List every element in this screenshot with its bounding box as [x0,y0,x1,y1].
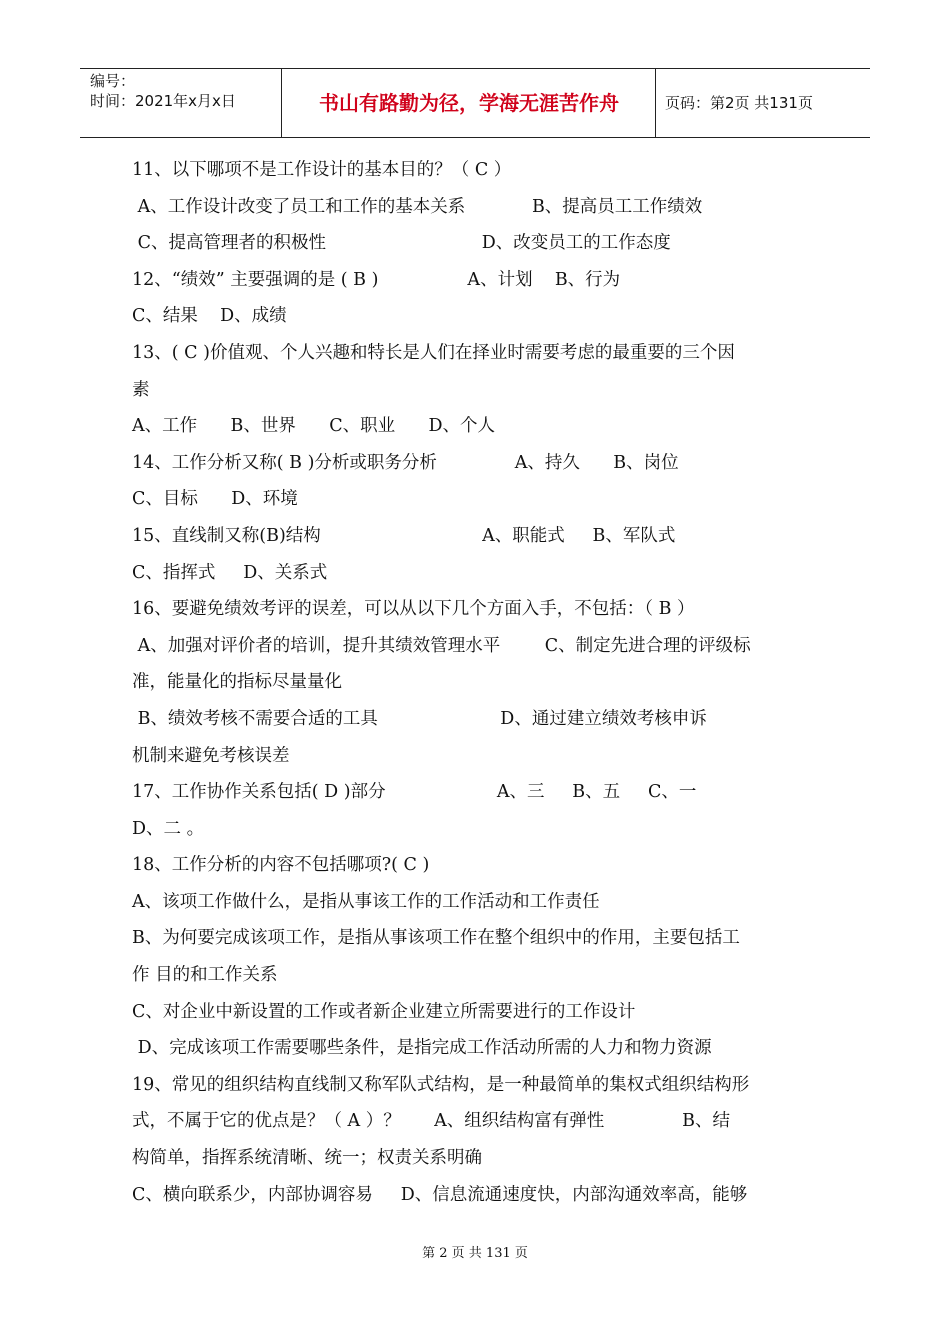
text-line: 素 [132,379,150,400]
text-line: 17、工作协作关系包括( D )部分 A、三 B、五 C、一 [132,782,697,803]
text-line: C、提高管理者的积极性 D、改变员工的工作态度 [132,233,671,254]
text-line: 构简单，指挥系统清晰、统一；权责关系明确 [132,1148,482,1169]
text-line: 18、工作分析的内容不包括哪项?( C ) [132,855,430,876]
number-label: 编号： [90,72,136,90]
text-line: D、完成该项工作需要哪些条件，是指完成工作活动所需的人力和物力资源 [132,1038,712,1059]
text-line: 13、( C )价值观、个人兴趣和特长是人们在择业时需要考虑的最重要的三个因 [132,342,735,363]
text-line: C、目标 D、环境 [132,489,298,510]
text-line: D、二 。 [132,818,205,839]
header-meta [80,69,282,137]
text-line: 15、直线制又称(B)结构 A、职能式 B、军队式 [132,525,676,546]
text-line: 19、常见的组织结构直线制又称军队式结构，是一种最简单的集权式组织结构形 [132,1074,750,1095]
page-footer: 第 2 页 共 131 页 [422,1246,528,1261]
text-line: B、绩效考核不需要合适的工具 D、通过建立绩效考核申诉 [132,708,707,729]
text-line: C、指挥式 D、关系式 [132,562,328,583]
text-line: A、加强对评价者的培训，提升其绩效管理水平 C、制定先进合理的评级标 [132,635,751,656]
text-line: C、结果 D、成绩 [132,306,287,327]
question-body [132,152,812,1213]
header-page-info: 页码：第2页 共131页 [665,94,813,112]
text-line: A、工作设计改变了员工和工作的基本关系 B、提高员工工作绩效 [132,196,703,217]
text-line: A、该项工作做什么，是指从事该工作的工作活动和工作责任 [132,891,600,912]
text-line: 机制来避免考核误差 [132,745,290,766]
text-line: 12、“绩效” 主要强调的是 ( B ) A、计划 B、行为 [132,269,621,290]
page-header [80,68,870,138]
text-line: C、横向联系少，内部协调容易 D、信息流通速度快，内部沟通效率高，能够 [132,1184,748,1205]
text-line: C、对企业中新设置的工作或者新企业建立所需要进行的工作设计 [132,1001,636,1022]
text-line: 11、以下哪项不是工作设计的基本目的？（ C ） [132,160,512,180]
text-line: 16、要避免绩效考评的误差，可以从以下几个方面入手，不包括：（ B ） [132,599,695,620]
text-line: A、工作 B、世界 C、职业 D、个人 [132,416,496,437]
header-motto: 书山有路勤为径，学海无涯苦作舟 [283,69,656,137]
text-line: B、为何要完成该项工作，是指从事该项工作在整个组织中的作用，主要包括工 [132,928,740,949]
text-line: 14、工作分析又称( B )分析或职务分析 A、持久 B、岗位 [132,452,679,473]
text-line: 式，不属于它的优点是？（ A ）？ A、组织结构富有弹性 B、结 [132,1111,731,1132]
text-line: 作 目的和工作关系 [132,965,278,986]
time-label: 时间：2021年x月x日 [90,92,236,110]
text-line: 准，能量化的指标尽量量化 [132,672,342,693]
